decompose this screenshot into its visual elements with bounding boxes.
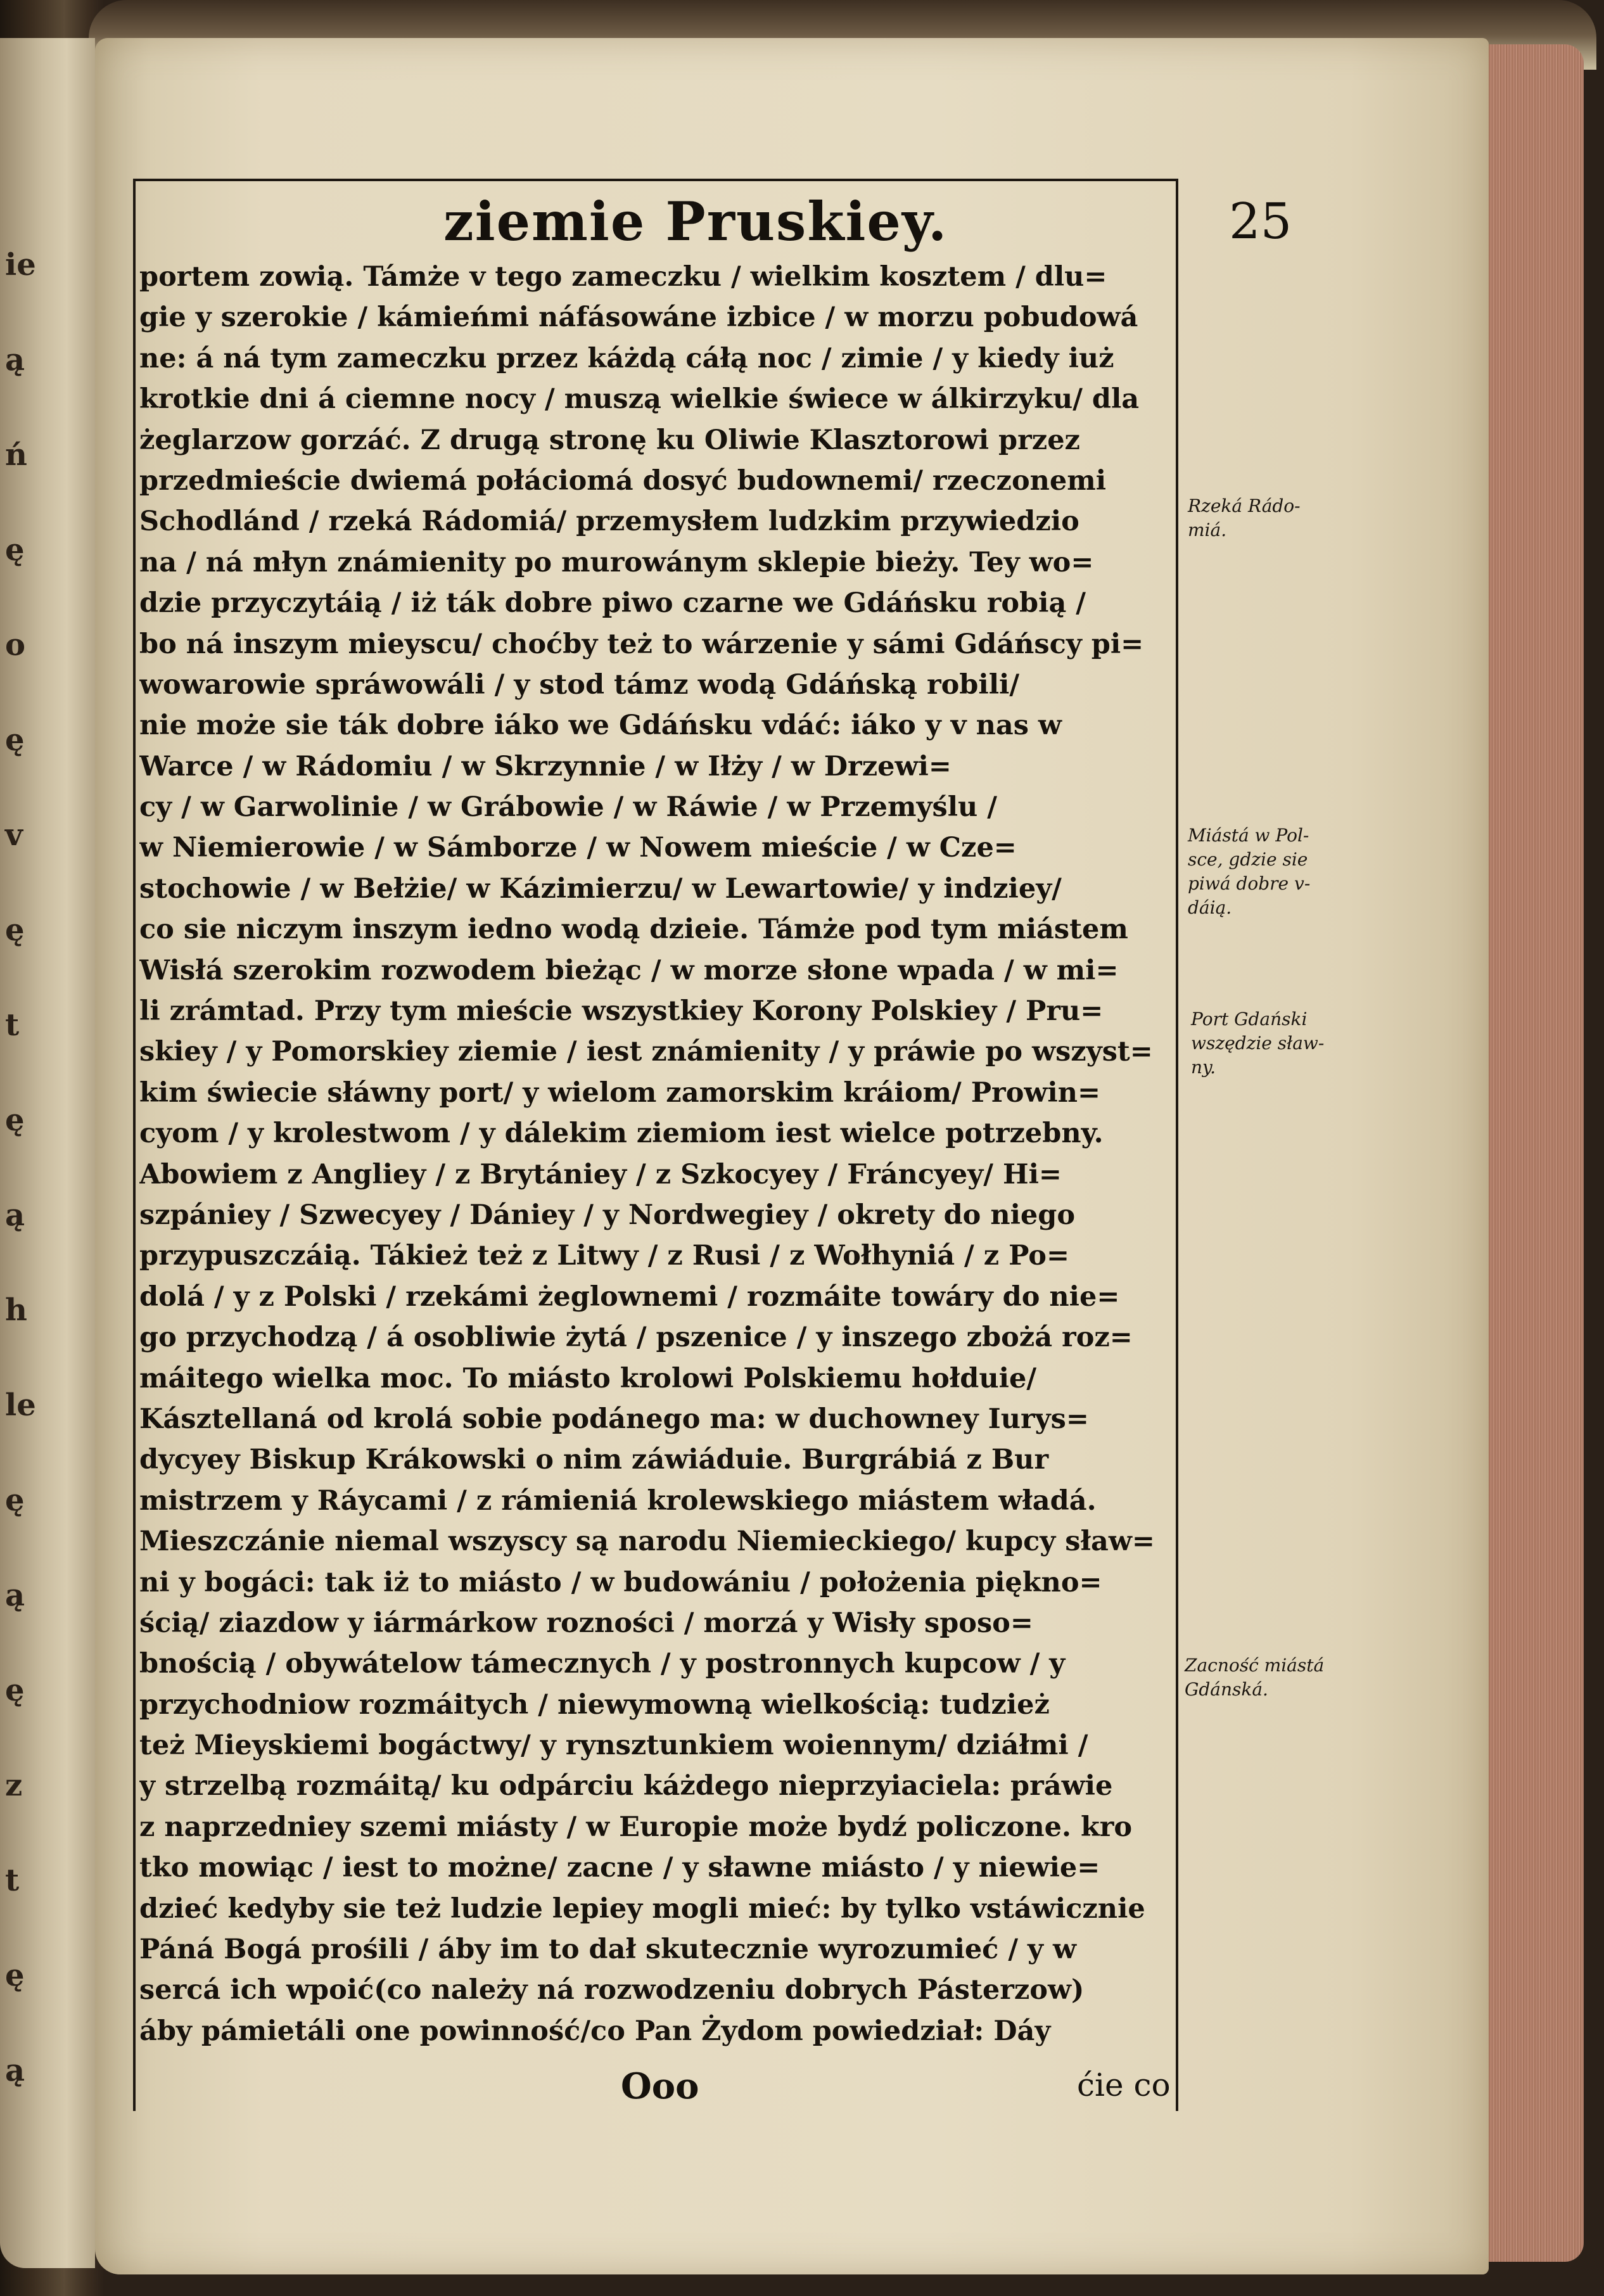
text-line: Kásztellaná od krolá sobie podánego ma: w duchowney Iurys=: [139, 1403, 1089, 1435]
text-line: portem zowią. Támże v tego zameczku / wielkim kosztem / dlu=: [139, 261, 1107, 293]
text-line: stochowie / w Bełżie/ w Kázimierzu/ w Lewartowie/ y indziey/: [139, 872, 1062, 905]
margin-note-line: Port Gdański: [1191, 1009, 1308, 1030]
text-line: w Niemierowie / w Sámborze / w Nowem mieście / w Cze=: [139, 832, 1017, 864]
text-line: nie może sie ták dobre iáko we Gdáńsku vdáć: iáko y v nas w: [139, 710, 1062, 742]
left-page-fragment: ą: [5, 1578, 25, 1613]
left-page-fragment: z: [5, 1768, 23, 1803]
left-page-fragment: v: [5, 817, 23, 853]
left-page-fragment: ń: [5, 437, 27, 473]
left-page-fragment: ą: [5, 342, 25, 378]
margin-note-line: dáią.: [1188, 897, 1232, 918]
margin-note-line: wszędzie sław-: [1191, 1033, 1325, 1054]
text-line: máitego wielka moc. To miásto krolowi Polskiemu hołduie/: [139, 1362, 1037, 1394]
text-line: Warce / w Rádomiu / w Skrzynnie / w Iłży / w Drzewi=: [139, 750, 952, 782]
left-page-fragment: ę: [5, 532, 25, 568]
text-line: z naprzedniey szemi miásty / w Europie może bydź policzone. kro: [139, 1811, 1133, 1843]
text-line: áby pámietáli one powinność/co Pan Żydom powiedział: Dáy: [139, 2015, 1051, 2047]
text-line: bo ná inszym mieyscu/ choćby też to wárzenie y sámi Gdáńscy pi=: [139, 628, 1144, 660]
text-line: dycyey Biskup Krákowski o nim záwiáduie. Burgrábiá z Bur: [139, 1444, 1049, 1476]
text-line: go przychodzą / á osobliwie żytá / pszenice / y inszego zbożá roz=: [139, 1322, 1133, 1354]
margin-note-line: piwá dobre v-: [1188, 873, 1311, 894]
text-line: też Mieyskiemi bogáctwy/ y rynsztunkiem woiennym/ dziáłmi /: [139, 1730, 1088, 1762]
left-page-fragment: ę: [5, 1102, 25, 1138]
text-line: cy / w Garwolinie / w Grábowie / w Ráwie / w Przemyślu /: [139, 791, 997, 824]
text-frame-right-rule: [1176, 179, 1178, 2111]
text-line: bnością / obywátelow támecznych / y postronnych kupcow / y: [139, 1648, 1066, 1680]
margin-note-line: Miástá w Pol-: [1188, 825, 1309, 846]
text-line: wowarowie spráwowáli / y stod támz wodą Gdáńską robili/: [139, 668, 1020, 701]
left-page-edge: [0, 38, 95, 2268]
margin-note-line: ny.: [1191, 1057, 1216, 1078]
left-page-fragment: ę: [5, 722, 25, 758]
text-line: na / ná młyn známienity po murowánym sklepie bieży. Tey wo=: [139, 546, 1094, 578]
text-line: li zrámtad. Przy tym mieście wszystkiey Korony Polskiey / Pru=: [139, 995, 1104, 1028]
left-page-fragment: t: [5, 1863, 20, 1898]
text-line: Wisłá szerokim rozwodem bieżąc / w morze słone wpada / w mi=: [139, 954, 1119, 986]
left-page-fragment: ą: [5, 1197, 25, 1233]
left-page-fragment: ie: [5, 247, 36, 283]
text-line: przychodniow rozmáitych / niewymowną wielkością: tudzież: [139, 1688, 1050, 1721]
text-line: gie y szerokie / kámieńmi náfásowáne izbice / w morzu pobudowá: [139, 302, 1138, 334]
text-line: Mieszczánie niemal wszyscy są narodu Niemieckiego/ kupcy sław=: [139, 1526, 1155, 1558]
text-line: mistrzem y Ráycami / z rámieniá krolewskiego miástem władá.: [139, 1484, 1097, 1517]
left-page-fragment: ę: [5, 1673, 25, 1708]
text-frame-left-rule: [133, 179, 136, 2111]
left-page-fragment: ę: [5, 912, 25, 948]
margin-note-rzeka-radomia: [1188, 494, 1333, 542]
text-line: skiey / y Pomorskiey ziemie / iest známienity / y práwie po wszyst=: [139, 1036, 1153, 1068]
page-edges-red: [1489, 44, 1584, 2262]
body-text: [139, 257, 1172, 2051]
catchword: ćie co: [1077, 2067, 1171, 2103]
margin-note-line: Rzeká Rádo-: [1188, 495, 1301, 516]
text-line: ścią/ ziazdow y iármárkow rozności / morzá y Wisły sposo=: [139, 1607, 1033, 1639]
margin-note-miasta-w-polsce: [1188, 824, 1333, 920]
left-page-fragment: ą: [5, 2053, 25, 2088]
text-line: ni y bogáci: tak iż to miásto / w budowániu / położenia piękno=: [139, 1566, 1102, 1598]
text-line: Schodlánd / rzeká Rádomiá/ przemysłem ludzkim przywiedzio: [139, 506, 1079, 538]
text-line: sercá ich wpoić(co należy ná rozwodzeniu dobrych Pásterzow): [139, 1974, 1085, 2006]
text-line: Páná Bogá prośili / áby im to dał skutecznie wyrozumieć / y w: [139, 1934, 1076, 1966]
text-line: szpániey / Szwecyey / Dániey / y Nordwegiey / okrety do niego: [139, 1199, 1076, 1231]
left-page-fragment: ę: [5, 1958, 25, 1993]
text-line: dzieć kedyby sie też ludzie lepiey mogli mieć: by tylko vstáwicznie: [139, 1892, 1145, 1925]
left-page-fragment: le: [5, 1387, 36, 1423]
margin-note-zacnosc-miasta: [1185, 1654, 1330, 1702]
page-number: 25: [1229, 193, 1292, 250]
text-line: ne: á ná tym zameczku przez káżdą cáłą noc / zimie / y kiedy iuż: [139, 342, 1114, 374]
text-frame-top-rule: [133, 179, 1178, 181]
text-line: kim świecie słáwny port/ y wielom zamorskim kráiom/ Prowin=: [139, 1076, 1101, 1109]
text-line: co sie niczym inszym iedno wodą dzieie. Támże pod tym miástem: [139, 914, 1128, 946]
margin-note-port-gdanski: [1191, 1007, 1337, 1080]
margin-note-line: Gdánská.: [1185, 1679, 1268, 1700]
text-line: krotkie dni á ciemne nocy / muszą wielkie świece w álkirzyku/ dla: [139, 383, 1140, 416]
margin-note-line: sce, gdzie sie: [1188, 849, 1308, 870]
text-line: dolá / y z Polski / rzekámi żeglownemi / rozmáite towáry do nie=: [139, 1280, 1120, 1313]
text-line: przedmieście dwiemá połáciomá dosyć budownemi/ rzeczonemi: [139, 464, 1107, 497]
text-line: Abowiem z Angliey / z Brytániey / z Szkocyey / Fráncyey/ Hi=: [139, 1158, 1062, 1190]
text-line: cyom / y krolestwom / y dálekim ziemiom iest wielce potrzebny.: [139, 1118, 1104, 1150]
margin-note-line: miá.: [1188, 520, 1227, 540]
left-page-fragment: ę: [5, 1483, 25, 1518]
text-line: tko mowiąc / iest to możne/ zacne / y sławne miásto / y niewie=: [139, 1852, 1100, 1884]
signature-mark: Ooo: [621, 2065, 699, 2107]
text-line: y strzelbą rozmáitą/ ku odpárciu káżdego nieprzyiaciela: práwie: [139, 1770, 1113, 1802]
text-line: żeglarzow gorzáć. Z drugą stronę ku Oliwie Klasztorowi przez: [139, 424, 1080, 456]
text-line: dzie przyczytáią / iż ták dobre piwo czarne we Gdáńsku robią /: [139, 587, 1086, 620]
running-head: ziemie Pruskiey.: [443, 190, 948, 253]
left-page-fragment: t: [5, 1007, 20, 1043]
text-line: przypuszczáią. Tákież też z Litwy / z Rusi / z Wołhyniá / z Po=: [139, 1240, 1069, 1272]
left-page-fragment: o: [5, 627, 26, 663]
left-page-fragment: h: [5, 1292, 27, 1328]
margin-note-line: Zacność miástá: [1185, 1655, 1325, 1676]
